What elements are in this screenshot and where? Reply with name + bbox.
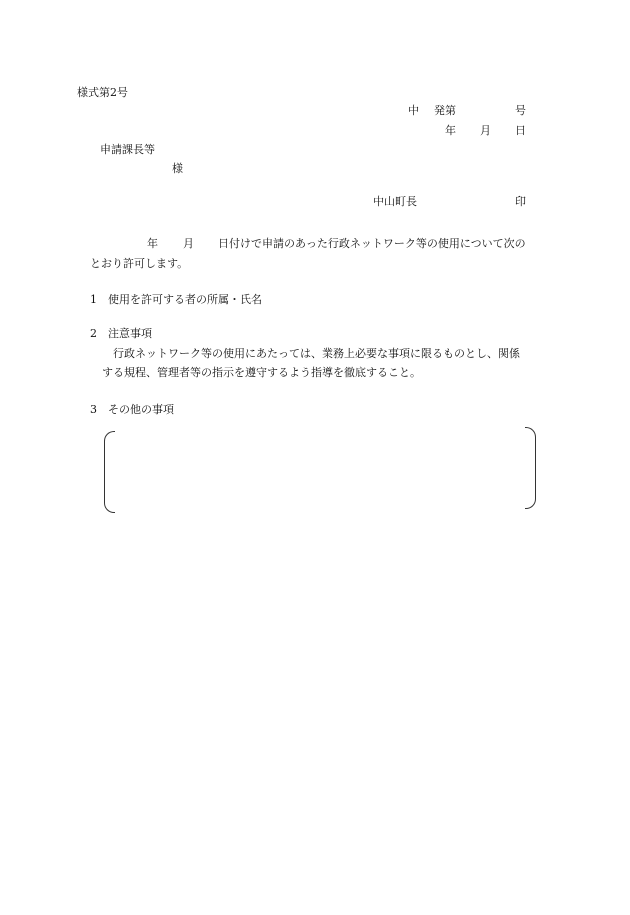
ref-hatsu: 発第 <box>434 104 456 117</box>
date-year: 年 <box>445 124 456 137</box>
date-day: 日 <box>515 124 526 137</box>
section-1-heading: 1 使用を許可する者の所属・氏名 <box>90 293 262 306</box>
section-2-line2: する規程、管理者等の指示を遵守するよう指導を徹底すること。 <box>102 366 421 379</box>
honorific: 様 <box>172 162 183 175</box>
body-text-line1: 日付けで申請のあった行政ネットワーク等の使用について次の <box>218 237 526 250</box>
section-2-heading: 2 注意事項 <box>90 327 152 340</box>
right-bracket <box>525 427 536 509</box>
form-number: 様式第2号 <box>77 86 128 99</box>
ref-go: 号 <box>515 104 526 117</box>
section-3-heading: 3 その他の事項 <box>90 403 174 416</box>
body-year: 年 <box>147 237 158 250</box>
issuer: 中山町長 <box>373 195 417 208</box>
addressee: 申請課長等 <box>100 143 155 156</box>
seal: 印 <box>515 195 526 208</box>
body-month: 月 <box>183 237 194 250</box>
left-bracket <box>104 431 115 513</box>
ref-prefix: 中 <box>408 104 419 117</box>
body-text-line2: とおり許可します。 <box>90 257 189 270</box>
section-2-line1: 行政ネットワーク等の使用にあたっては、業務上必要な事項に限るものとし、関係 <box>113 347 520 360</box>
date-month: 月 <box>480 124 491 137</box>
